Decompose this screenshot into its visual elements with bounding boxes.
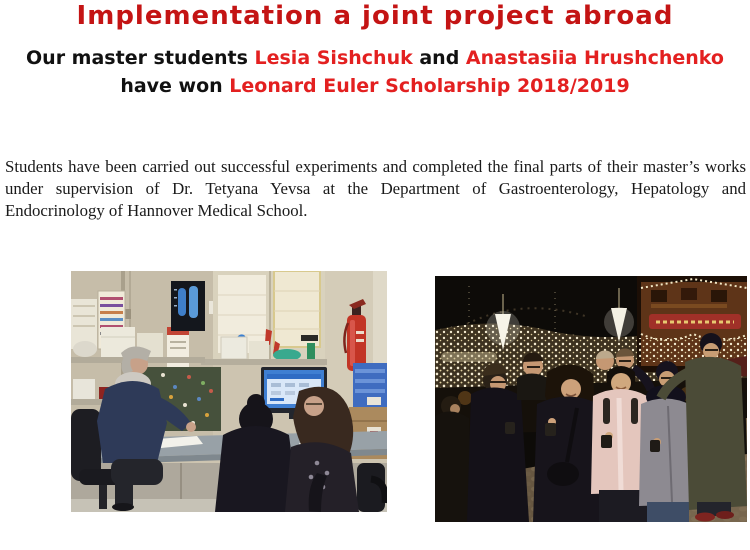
lab-photo-image: [71, 271, 387, 512]
mri-poster: [171, 281, 205, 331]
student-name-anastasiia: Anastasiia Hrushchenko: [465, 47, 724, 69]
student-name-lesia: Lesia Sishchuk: [254, 47, 413, 69]
subtitle-students-prefix: Our master students: [26, 47, 255, 69]
page-title: Implementation a joint project abroad: [76, 1, 674, 31]
subtitle-line-1: [0, 44, 750, 72]
blue-crate: [353, 363, 387, 407]
subtitle: [0, 44, 750, 100]
lab-photo: [71, 271, 387, 512]
person-beige-beanie: [596, 350, 614, 370]
subtitle-have-won: have won: [120, 75, 230, 97]
subtitle-line-2: [0, 72, 750, 100]
christmas-market-photo-image: [435, 276, 747, 522]
body-paragraph: Students have been carried out successful experiments and completed the final parts of their master’s works under supervision of Dr. Tetyana Yevsa at the Department of Gastroenterology, Hepatology and Endocrinology of Hannover Medical School.: [5, 157, 746, 220]
christmas-market-photo: [435, 276, 747, 522]
subtitle-and: and: [412, 47, 466, 69]
scholarship-name: Leonard Euler Scholarship 2018/2019: [229, 75, 630, 97]
